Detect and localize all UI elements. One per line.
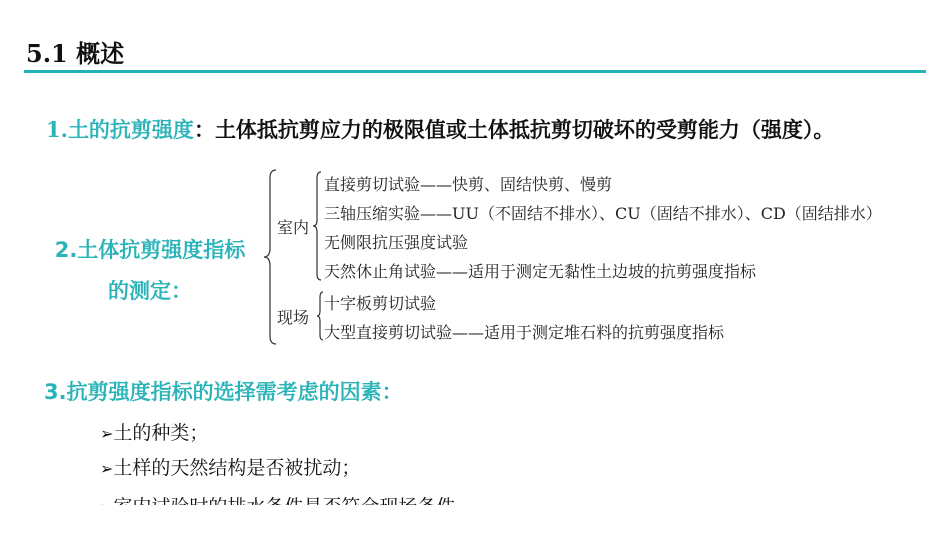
- section3-heading: 3.抗剪强度指标的选择需考虑的因素：: [44, 380, 403, 404]
- bullet-text: 土样的天然结构是否被扰动；: [113, 457, 361, 479]
- title-underline: [24, 70, 926, 73]
- slide-title: 5.1 概述: [26, 39, 125, 68]
- section2-line1: 2.土体抗剪强度指标: [54, 238, 246, 262]
- indoor-item: 天然休止角试验——适用于测定无黏性土边坡的抗剪强度指标: [324, 262, 757, 281]
- section2-line2: 的测定：: [108, 279, 192, 303]
- indoor-item: 直接剪切试验——快剪、固结快剪、慢剪: [324, 175, 613, 194]
- bullet-arrow-icon: ➢: [100, 459, 114, 478]
- field-label: 现场: [277, 308, 310, 327]
- field-item: 十字板剪切试验: [324, 294, 437, 313]
- bottom-band: [0, 505, 950, 535]
- indoor-item: 三轴压缩实验——UU（不固结不排水）、CU（固结不排水）、CD（固结排水）: [324, 204, 882, 223]
- indoor-item: 无侧限抗压强度试验: [324, 233, 469, 252]
- field-item: 大型直接剪切试验——适用于测定堆石料的抗剪强度指标: [324, 323, 725, 342]
- bullet-item: [100, 453, 360, 480]
- bullet-text: 土的种类；: [113, 422, 209, 444]
- bullet-item: [100, 418, 208, 445]
- section2-heading: [40, 230, 260, 312]
- outer-brace: [262, 168, 278, 346]
- indoor-label: 室内: [277, 218, 310, 237]
- definition-colon: ：: [193, 118, 215, 142]
- definition-line: [46, 114, 834, 144]
- definition-text: 土体抵抗剪应力的极限值或土体抵抗剪切破坏的受剪能力（强度）。: [214, 118, 835, 142]
- indoor-brace: [311, 170, 323, 282]
- bullet-arrow-icon: ➢: [100, 424, 114, 443]
- definition-number: 1.: [46, 117, 68, 142]
- definition-term: 土的抗剪强度: [67, 118, 194, 142]
